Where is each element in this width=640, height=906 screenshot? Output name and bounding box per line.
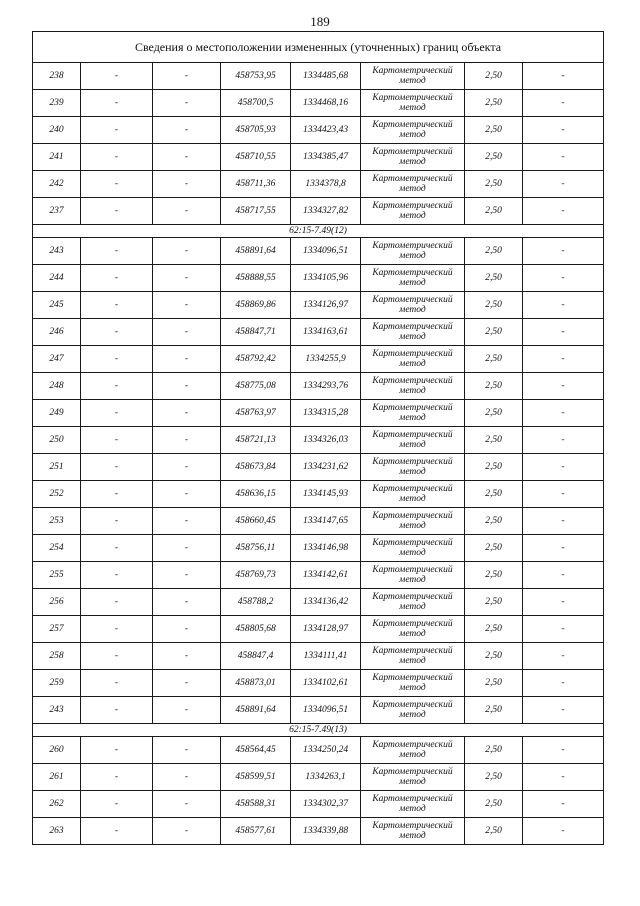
point-number-cell: 248 xyxy=(33,373,81,400)
method-cell: Картометрический метод xyxy=(361,616,465,643)
point-number-cell: 237 xyxy=(33,198,81,225)
new-y-cell: 1334378,8 xyxy=(291,171,361,198)
method-cell: Картометрический метод xyxy=(361,117,465,144)
table-row xyxy=(33,292,604,319)
old-y-cell: - xyxy=(153,292,221,319)
new-y-cell: 1334255,9 xyxy=(291,346,361,373)
new-y-cell: 1334339,88 xyxy=(291,818,361,845)
description-cell: - xyxy=(523,764,604,791)
method-cell: Картометрический метод xyxy=(361,90,465,117)
old-y-cell: - xyxy=(153,346,221,373)
method-cell: Картометрический метод xyxy=(361,481,465,508)
old-x-cell: - xyxy=(81,265,153,292)
new-x-cell: 458673,84 xyxy=(221,454,291,481)
old-x-cell: - xyxy=(81,198,153,225)
description-cell: - xyxy=(523,737,604,764)
precision-cell: 2,50 xyxy=(465,319,523,346)
method-cell: Картометрический метод xyxy=(361,508,465,535)
description-cell: - xyxy=(523,319,604,346)
new-y-cell: 1334263,1 xyxy=(291,764,361,791)
precision-cell: 2,50 xyxy=(465,198,523,225)
new-x-cell: 458660,45 xyxy=(221,508,291,535)
description-cell: - xyxy=(523,346,604,373)
method-cell: Картометрический метод xyxy=(361,454,465,481)
method-cell: Картометрический метод xyxy=(361,427,465,454)
description-cell: - xyxy=(523,535,604,562)
description-cell: - xyxy=(523,818,604,845)
new-y-cell: 1334145,93 xyxy=(291,481,361,508)
new-y-cell: 1334128,97 xyxy=(291,616,361,643)
method-cell: Картометрический метод xyxy=(361,292,465,319)
new-y-cell: 1334147,65 xyxy=(291,508,361,535)
old-y-cell: - xyxy=(153,238,221,265)
point-number-cell: 261 xyxy=(33,764,81,791)
new-y-cell: 1334102,61 xyxy=(291,670,361,697)
description-cell: - xyxy=(523,171,604,198)
old-y-cell: - xyxy=(153,643,221,670)
table-row xyxy=(33,171,604,198)
method-cell: Картометрический метод xyxy=(361,346,465,373)
new-x-cell: 458588,31 xyxy=(221,791,291,818)
description-cell: - xyxy=(523,238,604,265)
new-x-cell: 458710,55 xyxy=(221,144,291,171)
point-number-cell: 245 xyxy=(33,292,81,319)
old-y-cell: - xyxy=(153,616,221,643)
old-y-cell: - xyxy=(153,373,221,400)
point-number-cell: 244 xyxy=(33,265,81,292)
method-cell: Картометрический метод xyxy=(361,670,465,697)
old-y-cell: - xyxy=(153,400,221,427)
point-number-cell: 243 xyxy=(33,697,81,724)
new-x-cell: 458769,73 xyxy=(221,562,291,589)
precision-cell: 2,50 xyxy=(465,171,523,198)
description-cell: - xyxy=(523,481,604,508)
table-row xyxy=(33,454,604,481)
table-row xyxy=(33,737,604,764)
old-x-cell: - xyxy=(81,171,153,198)
method-cell: Картометрический метод xyxy=(361,737,465,764)
method-cell: Картометрический метод xyxy=(361,373,465,400)
point-number-cell: 238 xyxy=(33,63,81,90)
new-y-cell: 1334231,62 xyxy=(291,454,361,481)
table-row xyxy=(33,535,604,562)
old-x-cell: - xyxy=(81,670,153,697)
precision-cell: 2,50 xyxy=(465,697,523,724)
new-x-cell: 458564,45 xyxy=(221,737,291,764)
precision-cell: 2,50 xyxy=(465,535,523,562)
precision-cell: 2,50 xyxy=(465,90,523,117)
precision-cell: 2,50 xyxy=(465,400,523,427)
new-x-cell: 458847,4 xyxy=(221,643,291,670)
old-x-cell: - xyxy=(81,737,153,764)
new-y-cell: 1334485,68 xyxy=(291,63,361,90)
old-y-cell: - xyxy=(153,562,221,589)
new-x-cell: 458763,97 xyxy=(221,400,291,427)
precision-cell: 2,50 xyxy=(465,63,523,90)
old-x-cell: - xyxy=(81,238,153,265)
table-row xyxy=(33,562,604,589)
new-y-cell: 1334327,82 xyxy=(291,198,361,225)
table-row xyxy=(33,643,604,670)
old-x-cell: - xyxy=(81,764,153,791)
new-y-cell: 1334315,28 xyxy=(291,400,361,427)
method-cell: Картометрический метод xyxy=(361,265,465,292)
old-y-cell: - xyxy=(153,144,221,171)
precision-cell: 2,50 xyxy=(465,616,523,643)
method-cell: Картометрический метод xyxy=(361,818,465,845)
old-x-cell: - xyxy=(81,589,153,616)
old-x-cell: - xyxy=(81,346,153,373)
precision-cell: 2,50 xyxy=(465,562,523,589)
old-x-cell: - xyxy=(81,319,153,346)
description-cell: - xyxy=(523,198,604,225)
old-x-cell: - xyxy=(81,90,153,117)
table-title: Сведения о местоположении измененных (уточненных) границ объекта xyxy=(33,32,604,63)
new-x-cell: 458753,95 xyxy=(221,63,291,90)
table-row xyxy=(33,198,604,225)
old-x-cell: - xyxy=(81,697,153,724)
new-x-cell: 458888,55 xyxy=(221,265,291,292)
description-cell: - xyxy=(523,791,604,818)
old-x-cell: - xyxy=(81,791,153,818)
point-number-cell: 263 xyxy=(33,818,81,845)
point-number-cell: 241 xyxy=(33,144,81,171)
old-x-cell: - xyxy=(81,454,153,481)
description-cell: - xyxy=(523,670,604,697)
old-y-cell: - xyxy=(153,427,221,454)
new-x-cell: 458721,13 xyxy=(221,427,291,454)
new-y-cell: 1334142,61 xyxy=(291,562,361,589)
old-y-cell: - xyxy=(153,454,221,481)
new-y-cell: 1334136,42 xyxy=(291,589,361,616)
table-row xyxy=(33,144,604,171)
point-number-cell: 260 xyxy=(33,737,81,764)
point-number-cell: 240 xyxy=(33,117,81,144)
description-cell: - xyxy=(523,400,604,427)
table-row xyxy=(33,481,604,508)
old-y-cell: - xyxy=(153,265,221,292)
precision-cell: 2,50 xyxy=(465,818,523,845)
precision-cell: 2,50 xyxy=(465,454,523,481)
new-x-cell: 458847,71 xyxy=(221,319,291,346)
method-cell: Картометрический метод xyxy=(361,238,465,265)
description-cell: - xyxy=(523,373,604,400)
method-cell: Картометрический метод xyxy=(361,400,465,427)
new-x-cell: 458711,36 xyxy=(221,171,291,198)
description-cell: - xyxy=(523,697,604,724)
table-row xyxy=(33,616,604,643)
precision-cell: 2,50 xyxy=(465,265,523,292)
precision-cell: 2,50 xyxy=(465,643,523,670)
point-number-cell: 249 xyxy=(33,400,81,427)
precision-cell: 2,50 xyxy=(465,144,523,171)
new-x-cell: 458705,93 xyxy=(221,117,291,144)
old-x-cell: - xyxy=(81,643,153,670)
old-x-cell: - xyxy=(81,400,153,427)
table-row xyxy=(33,427,604,454)
point-number-cell: 251 xyxy=(33,454,81,481)
point-number-cell: 257 xyxy=(33,616,81,643)
group-header-row xyxy=(33,225,604,238)
table-row xyxy=(33,670,604,697)
old-y-cell: - xyxy=(153,697,221,724)
new-x-cell: 458873,01 xyxy=(221,670,291,697)
old-x-cell: - xyxy=(81,508,153,535)
point-number-cell: 239 xyxy=(33,90,81,117)
old-x-cell: - xyxy=(81,292,153,319)
table-row xyxy=(33,818,604,845)
new-x-cell: 458805,68 xyxy=(221,616,291,643)
new-y-cell: 1334293,76 xyxy=(291,373,361,400)
old-y-cell: - xyxy=(153,481,221,508)
old-y-cell: - xyxy=(153,171,221,198)
new-x-cell: 458891,64 xyxy=(221,238,291,265)
point-number-cell: 247 xyxy=(33,346,81,373)
old-x-cell: - xyxy=(81,144,153,171)
table-row xyxy=(33,400,604,427)
description-cell: - xyxy=(523,144,604,171)
description-cell: - xyxy=(523,508,604,535)
old-x-cell: - xyxy=(81,63,153,90)
old-x-cell: - xyxy=(81,535,153,562)
precision-cell: 2,50 xyxy=(465,117,523,144)
old-x-cell: - xyxy=(81,562,153,589)
description-cell: - xyxy=(523,454,604,481)
old-x-cell: - xyxy=(81,117,153,144)
table-title-row xyxy=(33,32,604,63)
old-x-cell: - xyxy=(81,373,153,400)
table-row xyxy=(33,117,604,144)
point-number-cell: 246 xyxy=(33,319,81,346)
precision-cell: 2,50 xyxy=(465,373,523,400)
old-y-cell: - xyxy=(153,737,221,764)
description-cell: - xyxy=(523,562,604,589)
new-y-cell: 1334096,51 xyxy=(291,238,361,265)
table-row xyxy=(33,346,604,373)
description-cell: - xyxy=(523,90,604,117)
table-row xyxy=(33,791,604,818)
method-cell: Картометрический метод xyxy=(361,198,465,225)
old-x-cell: - xyxy=(81,616,153,643)
method-cell: Картометрический метод xyxy=(361,535,465,562)
description-cell: - xyxy=(523,427,604,454)
point-number-cell: 255 xyxy=(33,562,81,589)
old-x-cell: - xyxy=(81,481,153,508)
precision-cell: 2,50 xyxy=(465,292,523,319)
new-y-cell: 1334250,24 xyxy=(291,737,361,764)
old-y-cell: - xyxy=(153,589,221,616)
method-cell: Картометрический метод xyxy=(361,562,465,589)
description-cell: - xyxy=(523,589,604,616)
group-label: 62:15-7.49(12) xyxy=(33,225,604,238)
point-number-cell: 262 xyxy=(33,791,81,818)
description-cell: - xyxy=(523,292,604,319)
new-x-cell: 458891,64 xyxy=(221,697,291,724)
new-y-cell: 1334105,96 xyxy=(291,265,361,292)
method-cell: Картометрический метод xyxy=(361,643,465,670)
point-number-cell: 253 xyxy=(33,508,81,535)
precision-cell: 2,50 xyxy=(465,427,523,454)
table-row xyxy=(33,319,604,346)
old-y-cell: - xyxy=(153,198,221,225)
table-row xyxy=(33,90,604,117)
new-y-cell: 1334385,47 xyxy=(291,144,361,171)
precision-cell: 2,50 xyxy=(465,346,523,373)
method-cell: Картометрический метод xyxy=(361,319,465,346)
group-label: 62:15-7.49(13) xyxy=(33,724,604,737)
point-number-cell: 258 xyxy=(33,643,81,670)
precision-cell: 2,50 xyxy=(465,508,523,535)
point-number-cell: 254 xyxy=(33,535,81,562)
new-y-cell: 1334468,16 xyxy=(291,90,361,117)
point-number-cell: 252 xyxy=(33,481,81,508)
new-x-cell: 458636,15 xyxy=(221,481,291,508)
group-header-row xyxy=(33,724,604,737)
point-number-cell: 242 xyxy=(33,171,81,198)
point-number-cell: 250 xyxy=(33,427,81,454)
point-number-cell: 259 xyxy=(33,670,81,697)
table-row xyxy=(33,63,604,90)
precision-cell: 2,50 xyxy=(465,737,523,764)
precision-cell: 2,50 xyxy=(465,238,523,265)
table-row xyxy=(33,508,604,535)
table-row xyxy=(33,697,604,724)
new-x-cell: 458788,2 xyxy=(221,589,291,616)
new-x-cell: 458756,11 xyxy=(221,535,291,562)
new-y-cell: 1334146,98 xyxy=(291,535,361,562)
method-cell: Картометрический метод xyxy=(361,791,465,818)
method-cell: Картометрический метод xyxy=(361,589,465,616)
new-y-cell: 1334423,43 xyxy=(291,117,361,144)
old-y-cell: - xyxy=(153,764,221,791)
new-y-cell: 1334163,61 xyxy=(291,319,361,346)
method-cell: Картометрический метод xyxy=(361,63,465,90)
table-row xyxy=(33,589,604,616)
new-y-cell: 1334126,97 xyxy=(291,292,361,319)
old-x-cell: - xyxy=(81,427,153,454)
description-cell: - xyxy=(523,117,604,144)
new-x-cell: 458717,55 xyxy=(221,198,291,225)
old-y-cell: - xyxy=(153,670,221,697)
table-row xyxy=(33,373,604,400)
new-y-cell: 1334302,37 xyxy=(291,791,361,818)
table-row xyxy=(33,265,604,292)
old-y-cell: - xyxy=(153,535,221,562)
old-y-cell: - xyxy=(153,319,221,346)
new-y-cell: 1334111,41 xyxy=(291,643,361,670)
new-x-cell: 458869,86 xyxy=(221,292,291,319)
new-y-cell: 1334096,51 xyxy=(291,697,361,724)
old-y-cell: - xyxy=(153,508,221,535)
table-row xyxy=(33,238,604,265)
table-row xyxy=(33,764,604,791)
point-number-cell: 256 xyxy=(33,589,81,616)
precision-cell: 2,50 xyxy=(465,481,523,508)
old-x-cell: - xyxy=(81,818,153,845)
old-y-cell: - xyxy=(153,90,221,117)
new-x-cell: 458775,08 xyxy=(221,373,291,400)
new-x-cell: 458577,61 xyxy=(221,818,291,845)
description-cell: - xyxy=(523,265,604,292)
new-x-cell: 458599,51 xyxy=(221,764,291,791)
precision-cell: 2,50 xyxy=(465,764,523,791)
description-cell: - xyxy=(523,616,604,643)
old-y-cell: - xyxy=(153,818,221,845)
new-y-cell: 1334326,03 xyxy=(291,427,361,454)
method-cell: Картометрический метод xyxy=(361,697,465,724)
method-cell: Картометрический метод xyxy=(361,171,465,198)
new-x-cell: 458700,5 xyxy=(221,90,291,117)
old-y-cell: - xyxy=(153,117,221,144)
old-y-cell: - xyxy=(153,791,221,818)
method-cell: Картометрический метод xyxy=(361,764,465,791)
precision-cell: 2,50 xyxy=(465,589,523,616)
description-cell: - xyxy=(523,63,604,90)
precision-cell: 2,50 xyxy=(465,670,523,697)
page-number: 189 xyxy=(310,14,330,29)
description-cell: - xyxy=(523,643,604,670)
boundary-coordinates-table xyxy=(32,31,604,845)
precision-cell: 2,50 xyxy=(465,791,523,818)
old-y-cell: - xyxy=(153,63,221,90)
new-x-cell: 458792,42 xyxy=(221,346,291,373)
point-number-cell: 243 xyxy=(33,238,81,265)
method-cell: Картометрический метод xyxy=(361,144,465,171)
